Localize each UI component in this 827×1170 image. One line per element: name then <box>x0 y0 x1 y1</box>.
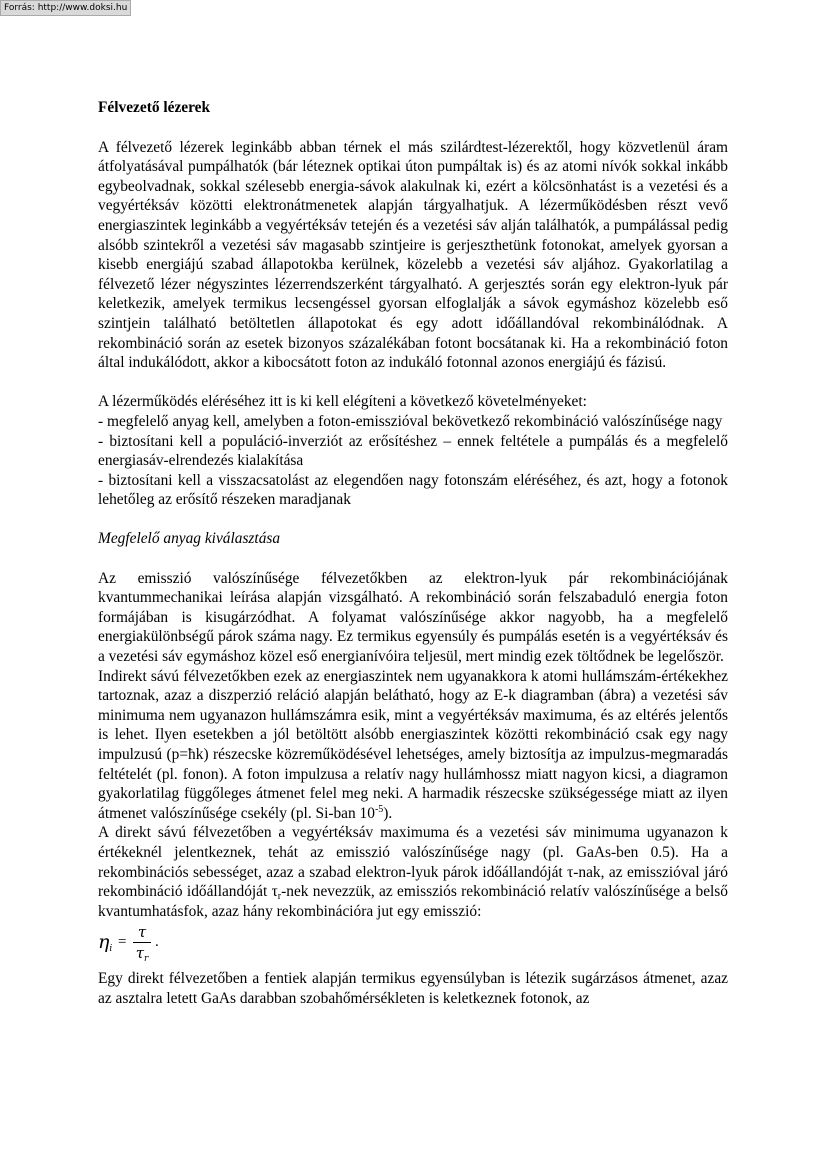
direct-text-1: A direkt sávú félvezetőben a vegyértéksáv maximuma és a vezetési sáv minimuma ugyanazon k értékeknél jelentkeznek, tehát az emisszió valószínűsége nagy (pl. GaAs-ben 0.5). Ha a rekombinációs sebességet, azaz a szabad elektron-lyuk párok időállandóját τ-nak, az emisszióval járó rekombináció időállandóját τ <box>98 824 728 901</box>
quantum-efficiency-formula <box>98 923 728 965</box>
document-page <box>98 98 728 1009</box>
fraction-bar <box>133 942 151 943</box>
requirement-item-3: - biztosítani kell a visszacsatolást az elegendően nagy fotonszám eléréséhez, és azt, hogy a fotonok lehetőleg az erősítő részeken maradjanak <box>98 471 728 509</box>
formula-equals: = <box>118 934 127 951</box>
indirect-exponent: -5 <box>374 803 384 815</box>
direct-subscript: r <box>277 891 282 903</box>
source-label: Forrás: http://www.doksi.hu <box>0 0 131 16</box>
emission-paragraph: Az emisszió valószínűsége félvezetőkben az elektron-lyuk pár rekombinációjának kvantummechanikai leírása alapján vizsgálható. A rekombináció során felszabaduló energia foton formájában is kisugárzódhat. A folyamat valószínűsége akkor nagyobb, ha a megfelelő energiakülönbségű párok száma nagy. Ez termikus egyensúly és pumpálás esetén is a vegyértéksáv és a vezetési sáv egymáshoz közel eső energianívóira teljesül, mert mindig ezek töltődnek be legelőször. <box>98 569 728 666</box>
formula-fraction <box>133 923 151 965</box>
requirements-intro: A lézerműködés eléréséhez itt is ki kell elégíteni a következő követelményeket: <box>98 393 587 411</box>
indirect-end: ). <box>383 804 393 822</box>
formula-numerator: τ <box>137 923 147 942</box>
indirect-paragraph <box>98 667 728 824</box>
requirement-item-2: - biztosítani kell a populáció-inverziót az erősítéshez – ennek feltétele a pumpálás és a megfelelő energiasáv-elrendezés kialakítása <box>98 432 728 470</box>
formula-lhs: $\eta_i$ <box>98 931 113 955</box>
last-paragraph: Egy direkt félvezetőben a fentiek alapján termikus egyensúlyban is létezik sugárzásos átmenet, azaz az asztalra letett GaAs darabban szobahőmérsékleten is keletkeznek fotonok, az <box>98 970 728 1007</box>
formula-denominator: $\tau_r$ <box>135 944 149 965</box>
formula-period: . <box>155 934 159 951</box>
direct-paragraph <box>98 823 728 921</box>
indirect-text: Indirekt sávú félvezetőkben ezek az energiaszintek nem ugyanakkora k atomi hullámszám-értékekhez tartoznak, azaz a diszperzió reláció alapján belátható, hogy az E-k diagramban (ábra) a vezetési sáv minimuma nem ugyanazon hullámszámra esik, mint a vegyértéksáv maximuma, és az eltérés jelentős is lehet. Ilyen esetekben a jól betöltött alsóbb energiaszintek közötti rekombináció csak egy nagy impulzusú (p=ħk) részecske közreműködésével lehetséges, amely biztosítja az impulzus-megmaradás feltételét (pl. fonon). A foton impulzusa a relatív nagy hullámhossz miatt nagyon kicsi, a diagramon gyakorlatilag függőleges átmenet felel meg neki. A harmadik részecske szükségessége miatt az ilyen átmenet valószínűsége csekély (pl. Si-ban 10 <box>98 667 728 822</box>
document-title: Félvezető lézerek <box>98 99 211 116</box>
intro-paragraph: A félvezető lézerek leginkább abban térnek el más szilárdtest-lézerektől, hogy közvetlenül áram átfolyatásával pumpálhatók (bár léteznek optikai úton pumpáltak is) és az atomi nívók sokkal inkább egybeolvadnak, sokkal szélesebb energia-sávok alakulnak ki, ezért a kölcsönhatást is a vezetési és a vegyértéksáv közötti elektronátmenetek alapján tárgyalhatjuk. A lézerműködésben részt vevő energiaszintek leginkább a vegyértéksáv tetején és a vezetési sáv alján találhatók, a pumpálással pedig alsóbb szintekről a vezetési sáv magasabb szintjeire is gerjeszthetünk fotonokat, amelyek gyorsan a kisebb energiájú szabad állapotokba kerülnek, közelebb a vezetési sáv aljához. Gyakorlatilag a félvezető lézer négyszintes lézerrendszerként tárgyalható. A gerjesztés során egy elektron-lyuk pár keletkezik, amelyek termikus lecsengéssel gyorsan elfoglalják a sávok egymáshoz közelebb eső szintjein található betöltetlen állapotokat és egy adott időállandóval rekombinálódnak. A rekombináció során az esetek bizonyos százalékában fotont bocsátanak ki. Ha a rekombináció foton által indukálódott, akkor a kibocsátott foton az indukáló fotonnal azonos energiájú és fázisú. <box>98 138 728 372</box>
section-subtitle: Megfelelő anyag kiválasztása <box>98 530 281 548</box>
direct-text-2: -nek nevezzük, az emissziós rekombináció relatív valószínűsége a belső kvantumhatásfok, azaz hány rekombinációra jut egy emisszió: <box>98 883 728 920</box>
requirement-item-1: - megfelelő anyag kell, amelyben a foton-emisszióval bekövetkező rekombináció valószínűsége nagy <box>98 412 723 430</box>
